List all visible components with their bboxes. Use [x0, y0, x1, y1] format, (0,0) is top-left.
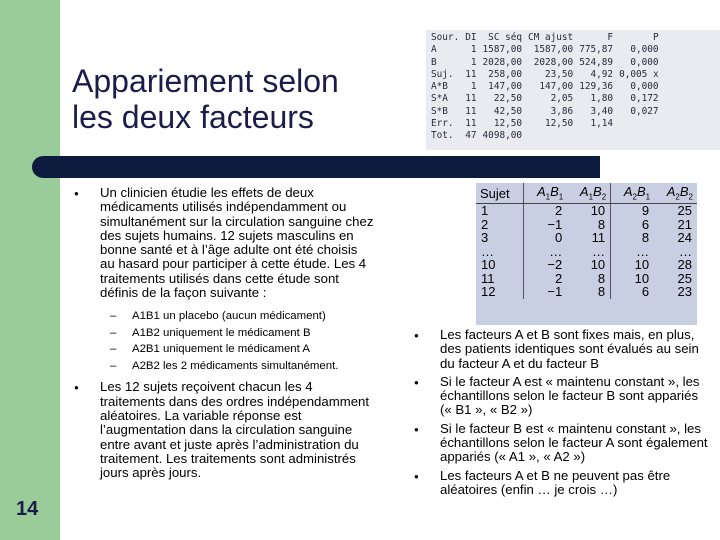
title-line-1: Appariement selon	[72, 63, 339, 99]
anova-cell: A*B	[431, 81, 448, 93]
anova-cell: A	[431, 44, 437, 56]
green-side-strip	[0, 162, 60, 540]
anova-cell	[616, 118, 662, 130]
bullet-icon: ●	[414, 331, 419, 340]
anova-cell: 0,000	[630, 81, 659, 93]
anova-cell: 524,89	[579, 56, 614, 68]
slide-title	[72, 63, 339, 135]
dash-icon: –	[110, 326, 117, 339]
dash-icon: –	[110, 359, 117, 372]
table-cell: 10	[590, 203, 606, 218]
anova-cell: 1	[470, 44, 477, 56]
anova-cell	[576, 130, 616, 142]
anova-cell: 0,027	[630, 105, 659, 117]
anova-cell: 11	[465, 105, 477, 117]
anova-cell: 0,005 x	[619, 68, 659, 80]
treatment-item	[74, 341, 374, 358]
table-cell: 8	[611, 231, 654, 245]
treatment-item	[74, 325, 374, 342]
anova-cell: 1,14	[590, 118, 614, 130]
treatment-text: A1B2 uniquement le médicament B	[132, 326, 311, 339]
anova-row	[428, 118, 662, 130]
anova-cell: 12,50	[493, 118, 523, 130]
anova-cell: SC séq	[488, 32, 523, 43]
anova-cell: 0,000	[630, 56, 659, 68]
anova-cell: 1587,00	[482, 44, 523, 56]
treatment-item	[74, 358, 374, 375]
anova-cell: Suj.	[431, 68, 454, 80]
anova-cell: 775,87	[579, 44, 614, 56]
bullet-icon: ●	[414, 424, 419, 434]
anova-cell: 3,40	[590, 105, 614, 117]
table-cell: 6	[611, 285, 654, 299]
right-bullet-text: Les facteurs A et B ne peuvent pas être aléatoires (enfin … je crois …)	[440, 467, 671, 497]
anova-cell: 1587,00	[533, 44, 574, 56]
table-cell: 28	[677, 257, 692, 272]
anova-cell: 12,50	[544, 118, 574, 130]
bullet-icon: ●	[414, 471, 419, 481]
anova-row	[428, 106, 662, 118]
table-cell: 2	[524, 272, 567, 286]
header-a2b1: $A_2B_1$	[611, 183, 654, 204]
bullet-icon: ●	[74, 383, 79, 393]
dash-icon: –	[110, 310, 117, 323]
bullet-icon: ●	[74, 189, 79, 198]
table-cell: 8	[597, 284, 606, 299]
right-bullet-text: Si le facteur A est « maintenu constant », les échantillons selon le facteur B sont appariés (« B1 », « B2 »)	[440, 373, 700, 418]
anova-cell: 1	[470, 81, 477, 93]
anova-cell: 23,50	[544, 68, 574, 80]
table-cell: −1	[524, 218, 567, 232]
table-cell: 8	[597, 216, 606, 232]
anova-cell: 4,92	[590, 68, 614, 80]
dash-icon: –	[110, 343, 117, 356]
anova-row	[428, 130, 662, 142]
anova-cell: CM ajust	[528, 32, 574, 43]
title-line-2: les deux facteurs	[72, 99, 314, 135]
table-row	[476, 204, 697, 218]
anova-cell: 2028,00	[533, 56, 574, 68]
table-row	[476, 231, 697, 245]
right-bullet-item	[414, 328, 712, 371]
table-cell: 10	[590, 257, 606, 272]
table-cell: 12	[481, 284, 496, 299]
anova-cell: 11	[465, 118, 477, 130]
table-cell: 9	[611, 204, 654, 218]
table-cell: 10	[611, 258, 654, 272]
anova-cell	[525, 130, 576, 142]
header-subject: Sujet	[476, 183, 524, 204]
data-table-body	[476, 204, 697, 299]
treatment-list	[74, 308, 374, 374]
anova-cell: 129,36	[579, 81, 614, 93]
left-column	[74, 186, 374, 480]
table-cell: 1	[481, 203, 489, 218]
anova-row	[428, 44, 662, 56]
table-cell: −2	[524, 258, 567, 272]
right-bullet-item	[414, 375, 712, 418]
anova-row	[428, 57, 662, 69]
anova-cell: 1,80	[590, 93, 614, 105]
table-cell: 2	[481, 216, 489, 232]
anova-cell: 258,00	[488, 68, 523, 80]
table-cell: …	[611, 245, 654, 259]
treatment-text: A1B1 un placebo (aucun médicament)	[132, 310, 326, 323]
header-a1b2: $A_1B_2$	[567, 183, 610, 204]
anova-cell: 2028,00	[482, 56, 523, 68]
anova-cell: F	[607, 32, 614, 43]
anova-cell: 2,05	[550, 93, 574, 105]
anova-cell: 0,172	[630, 93, 659, 105]
title-divider-bar	[32, 156, 600, 178]
anova-cell: DI	[465, 32, 477, 43]
table-row	[476, 218, 697, 232]
anova-cell: Err.	[431, 118, 454, 130]
anova-cell: Tot.	[431, 130, 454, 142]
table-row	[476, 285, 697, 299]
anova-output-table	[426, 30, 720, 150]
anova-cell: B	[431, 56, 437, 68]
anova-cell: S*A	[431, 93, 448, 105]
table-cell: 21	[677, 216, 692, 232]
anova-cell: 147,00	[539, 81, 574, 93]
anova-row	[428, 81, 662, 93]
table-cell: 8	[597, 270, 606, 286]
anova-row	[428, 93, 662, 105]
right-bullet-text: Les facteurs A et B sont fixes mais, en plus, des patients identiques sont évalués au sein du facteur A et du facteur B	[440, 327, 699, 371]
table-cell: …	[481, 243, 494, 259]
subject-data-table	[476, 183, 697, 325]
table-cell: 25	[677, 203, 692, 218]
table-cell: 2	[524, 204, 567, 218]
bullet-procedure	[74, 380, 374, 480]
anova-cell: 47	[465, 130, 477, 142]
right-bullet-item	[414, 422, 712, 465]
anova-cell: S*B	[431, 105, 448, 117]
table-cell: …	[679, 243, 692, 259]
table-cell: 0	[524, 231, 567, 245]
anova-cell: P	[652, 32, 659, 43]
table-row	[476, 272, 697, 286]
bullet-study-description	[74, 186, 374, 300]
anova-cell: 11	[465, 68, 477, 80]
table-cell: 23	[677, 284, 692, 299]
anova-row	[428, 69, 662, 81]
treatment-text: A2B1 uniquement le médicament A	[132, 343, 310, 356]
table-row	[476, 258, 697, 272]
anova-cell: 3,86	[550, 105, 574, 117]
study-description-text: Un clinicien étudie les effets de deux médicaments utilisés indépendamment ou simultanément sur la circulation sanguine chez des sujets humains. 12 sujets masculins en bonne santé et à l’âge adulte ont été choisis au hasard pour participer à cette étude. Les 4 traitements utilisés dans cette étude sont définis de la façon suivante :	[100, 185, 374, 301]
anova-cell: 1	[470, 56, 477, 68]
anova-cell: Sour.	[431, 32, 460, 43]
right-column	[414, 328, 712, 501]
table-cell: 3	[481, 230, 489, 245]
table-cell: …	[592, 243, 606, 259]
anova-cell: 4098,00	[482, 130, 523, 142]
anova-cell: 0,000	[630, 44, 659, 56]
table-cell: …	[524, 245, 567, 259]
anova-cell: 147,00	[488, 81, 523, 93]
data-table-header	[476, 183, 697, 204]
table-cell: 10	[481, 257, 496, 272]
treatment-text: A2B2 les 2 médicaments simultanément.	[132, 359, 339, 372]
table-row	[476, 245, 697, 259]
table-cell: −1	[524, 285, 567, 299]
right-bullet-text: Si le facteur B est « maintenu constant », les échantillons selon le facteur A sont également appariés (« A1 », « A2 »)	[440, 420, 708, 465]
table-cell: 24	[677, 230, 692, 245]
anova-row	[428, 32, 662, 44]
right-bullet-item	[414, 469, 712, 498]
table-cell: 25	[677, 270, 692, 286]
bullet-icon: ●	[414, 377, 419, 387]
table-cell: 10	[611, 272, 654, 286]
procedure-text: Les 12 sujets reçoivent chacun les 4 traitements dans des ordres indépendamment aléatoires. La variable réponse est l’augmentation dans la circulation sanguine entre avant et juste après l’administration du traitement. Les traitements sont administrés jours après jours.	[100, 379, 370, 481]
header-a2b2: $A_2B_2$	[654, 183, 697, 204]
treatment-item	[74, 308, 374, 325]
anova-cell: 42,50	[493, 105, 523, 117]
anova-table	[428, 32, 662, 143]
anova-cell: 22,50	[493, 93, 523, 105]
header-a1b1: $A_1B_1$	[524, 183, 567, 204]
table-cell: 11	[481, 270, 495, 286]
page-number: 14	[16, 498, 39, 520]
anova-cell: 11	[465, 93, 477, 105]
table-cell: 11	[591, 230, 606, 245]
anova-cell	[616, 130, 662, 142]
table-cell: 6	[611, 218, 654, 232]
